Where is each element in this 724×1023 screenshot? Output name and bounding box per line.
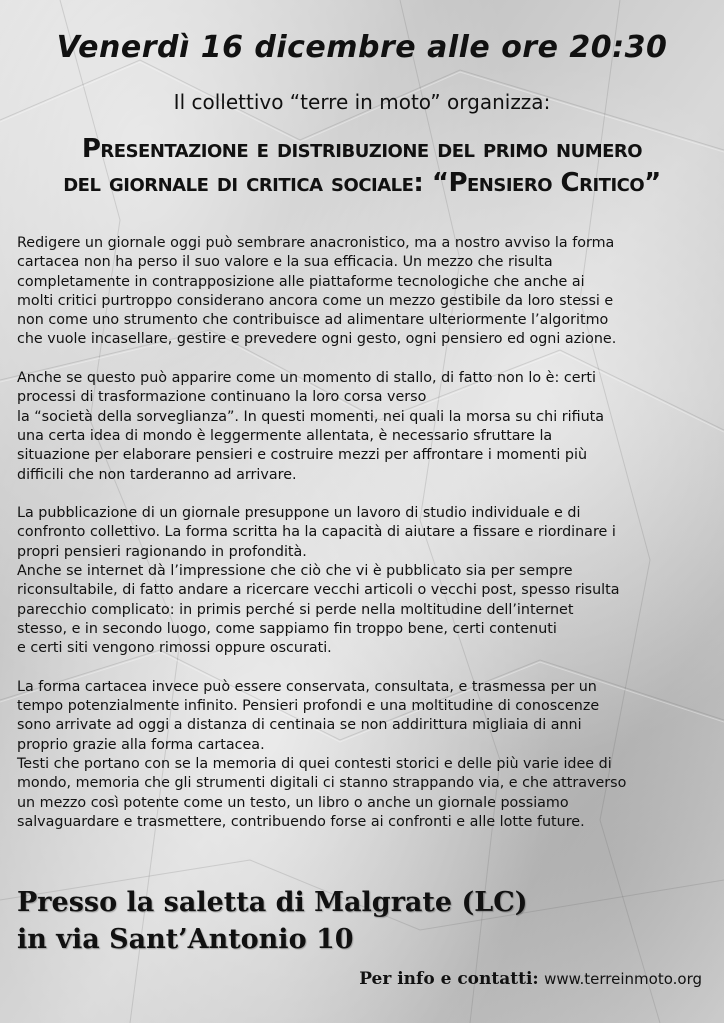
venue — [17, 884, 617, 958]
paragraph-line: Anche se internet dà l’impressione che ciò che vi è pubblicato sia per sempre — [17, 563, 573, 580]
paragraph-line: Anche se questo può apparire come un momento di stallo, di fatto non lo è: certi — [17, 370, 596, 387]
paragraph-line: La pubblicazione di un giornale presuppone un lavoro di studio individuale e di — [17, 505, 581, 522]
paragraph-2 — [17, 369, 709, 485]
event-date: Venerdì 16 dicembre alle ore 20:30 — [56, 30, 668, 65]
headline-line-2: del giornale di critica sociale: “Pensiero Critico” — [63, 168, 661, 198]
contacts — [359, 969, 702, 989]
contacts-label: Per info e contatti: — [359, 969, 539, 989]
paragraph-line: tempo potenzialmente infinito. Pensieri profondi e una moltitudine di conoscenze — [17, 698, 600, 715]
paragraph-line: La forma cartacea invece può essere conservata, consultata, e trasmessa per un — [17, 678, 597, 695]
paragraph-line: difficili che non tarderanno ad arrivare. — [17, 466, 297, 483]
headline — [20, 132, 704, 200]
paragraph-line: situazione per elaborare pensieri e costruire mezzi per affrontare i momenti più — [17, 447, 588, 464]
paragraph-line: un mezzo così potente come un testo, un libro o anche un giornale possiamo — [17, 794, 569, 811]
paragraph-line: e certi siti vengono rimossi oppure oscurati. — [17, 640, 332, 657]
paragraph-line: salvaguardare e trasmettere, contribuendo forse ai confronti e alle lotte future. — [17, 813, 585, 830]
paragraph-1 — [17, 234, 709, 350]
paragraph-line: Redigere un giornale oggi può sembrare anacronistico, ma a nostro avviso la forma — [17, 235, 615, 251]
organizer-line: Il collettivo “terre in moto” organizza: — [173, 90, 551, 114]
paragraph-line: una certa idea di mondo è leggermente allentata, è necessario sfruttare la — [17, 427, 553, 444]
paragraph-3 — [17, 504, 709, 658]
paragraph-line: mondo, memoria che gli strumenti digitali ci stanno strappando via, e che attraverso — [17, 775, 627, 792]
paragraph-line: proprio grazie alla forma cartacea. — [17, 736, 265, 753]
paragraph-line: Testi che portano con se la memoria di quei contesti storici e delle più varie idee di — [17, 756, 612, 773]
paragraph-line: cartacea non ha perso il suo valore e la sua efficacia. Un mezzo che risulta — [17, 254, 553, 271]
venue-line-1: Presso la saletta di Malgrate (LC) — [17, 887, 528, 918]
paragraph-line: riconsultabile, di fatto andare a ricercare vecchi articoli o vecchi post, spesso risulta — [17, 582, 620, 599]
paragraph-line: che vuole incasellare, gestire e prevedere ogni gesto, ogni pensiero ed ogni azione. — [17, 331, 617, 348]
paragraph-line: confronto collettivo. La forma scritta ha la capacità di aiutare a fissare e riordinare i — [17, 524, 616, 541]
paragraph-4 — [17, 678, 709, 832]
paragraph-line: processi di trasformazione continuano la loro corsa verso — [17, 389, 427, 406]
paragraph-line: completamente in contrapposizione alle piattaforme tecnologiche che anche ai — [17, 273, 585, 290]
paragraph-line: molti critici purtroppo considerano ancora come un mezzo gestibile da loro stessi e — [17, 292, 614, 309]
paragraph-line: la “società della sorveglianza”. In questi momenti, nei quali la morsa su chi rifiuta — [17, 408, 605, 425]
paragraph-line: stesso, e in secondo luogo, come sappiamo fin troppo bene, certi contenuti — [17, 620, 557, 637]
paragraph-line: non come uno strumento che contribuisce ad alimentare ulteriormente l’algoritmo — [17, 312, 609, 329]
body-text — [17, 234, 709, 852]
paragraph-line: propri pensieri ragionando in profondità. — [17, 543, 307, 560]
venue-line-2: in via Sant’Antonio 10 — [17, 924, 354, 955]
headline-line-1: Presentazione e distribuzione del primo numero — [81, 134, 643, 164]
paragraph-line: parecchio complicato: in primis perché si perde nella moltitudine dell’internet — [17, 601, 574, 618]
contacts-website-link[interactable]: www.terreinmoto.org — [544, 970, 702, 988]
paragraph-line: sono arrivate ad oggi a distanza di centinaia se non addirittura migliaia di anni — [17, 717, 582, 734]
